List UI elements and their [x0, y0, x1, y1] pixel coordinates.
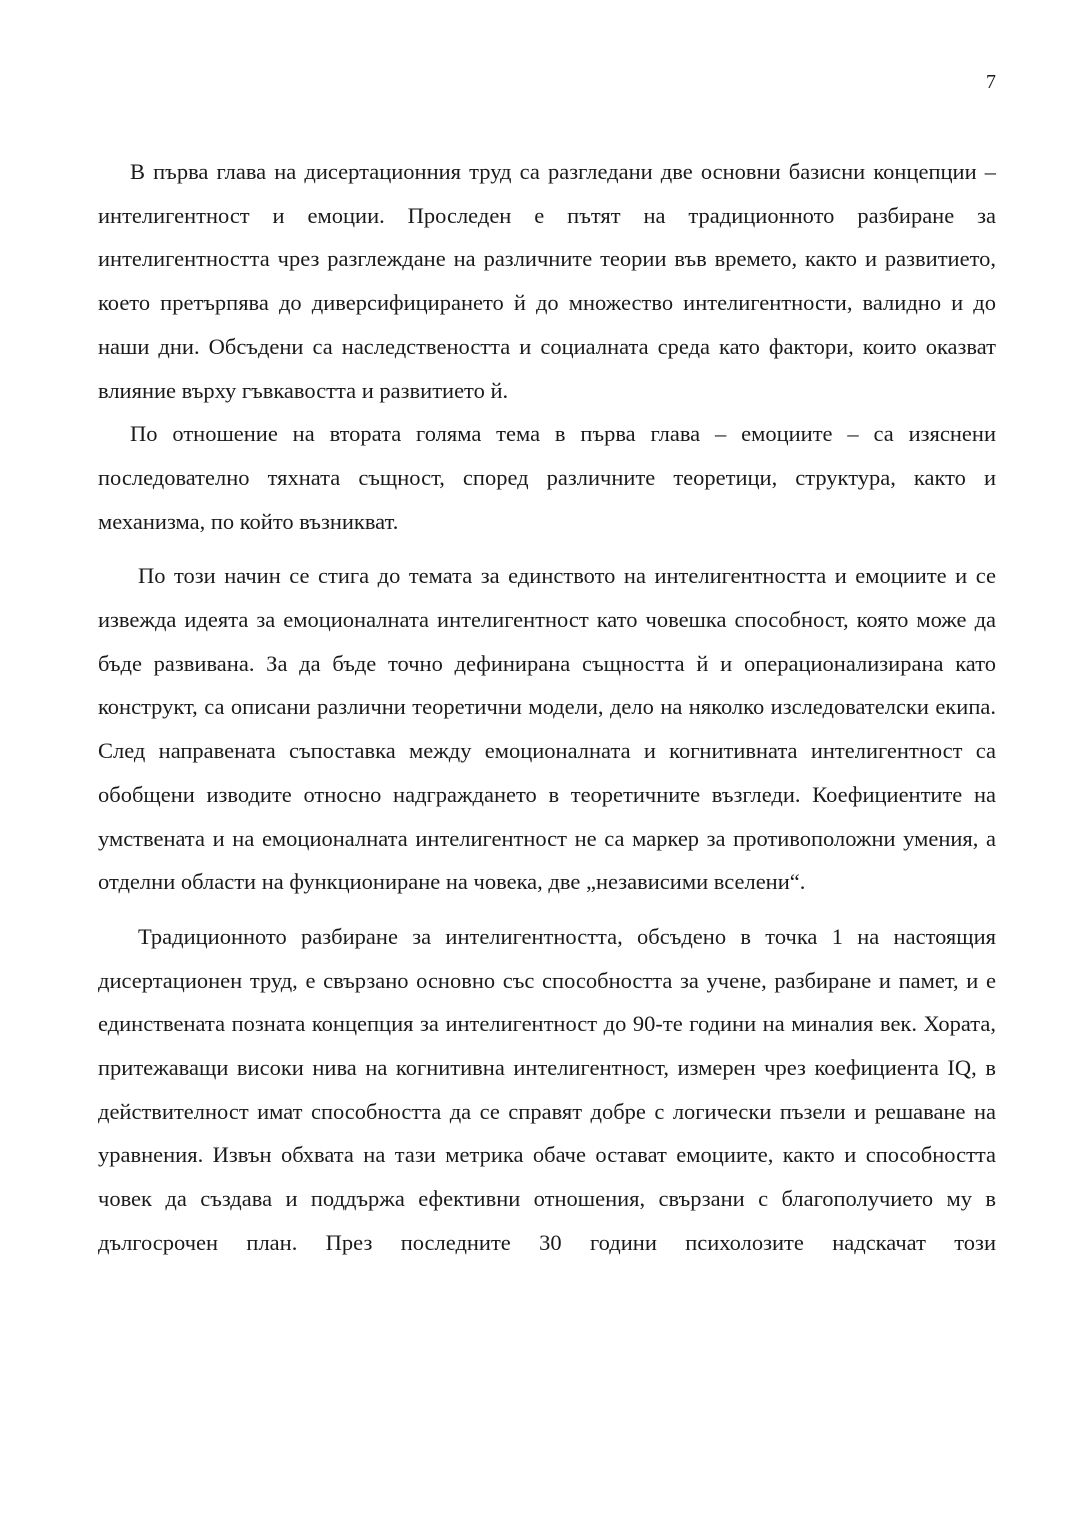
paragraph-intelligence-and-emotions: В първа глава на дисертационния труд са разгледани две основни базисни концепции – интелигентност и емоции. Проследен е пътят на традиционното разбиране за интелигентността чрез разглеждане на различните теории във времето, както и развитието, което претърпява до диверсифицирането й до множество интелигентности, валидно и до наши дни. Обсъдени са наследствеността и социалната среда като фактори, които оказват влияние върху гъвкавостта и развитието й.	[98, 159, 996, 403]
paragraph-emotional-intelligence: По този начин се стига до темата за единството на интелигентността и емоциите и се извежда идеята за емоционалната интелигентност като човешка способност, която може да бъде развивана. За да бъде точно дефинирана същността й и операционализирана като конструкт, са описани различни теоретични модели, дело на няколко изследователски екипа. След направената съпоставка между емоционалната и когнитивната интелигентност са обобщени изводите относно надграждането в теоретичните възгледи. Коефициентите на умствената и на емоционалната интелигентност не са маркер за противоположни умения, а отделни области на функциониране на човека, две „независими вселени“.	[98, 563, 996, 895]
document-body	[98, 150, 996, 1265]
page-number: 7	[986, 71, 996, 93]
paragraph-traditional-intelligence: Традиционното разбиране за интелигентността, обсъдено в точка 1 на настоящия дисертационен труд, е свързано основно със способността за учене, разбиране и памет, и е единствената позната концепция за интелигентност до 90-те години на миналия век. Хората, притежаващи високи нива на когнитивна интелигентност, измерен чрез коефициента IQ, в действителност имат способността да се справят добре с логически пъзели и решаване на уравнения. Извън обхвата на тази метрика обаче остават емоциите, както и способността човек да създава и поддържа ефективни отношения, свързани с благополучието му в дългосрочен план. През последните 30 години психолозите надскачат този	[98, 923, 996, 1255]
paragraph-emotions-theme: По отношение на втората голяма тема в първа глава – емоциите – са изяснени последователно тяхната същност, според различните теоретици, структура, както и механизма, по който възникват.	[98, 421, 996, 534]
